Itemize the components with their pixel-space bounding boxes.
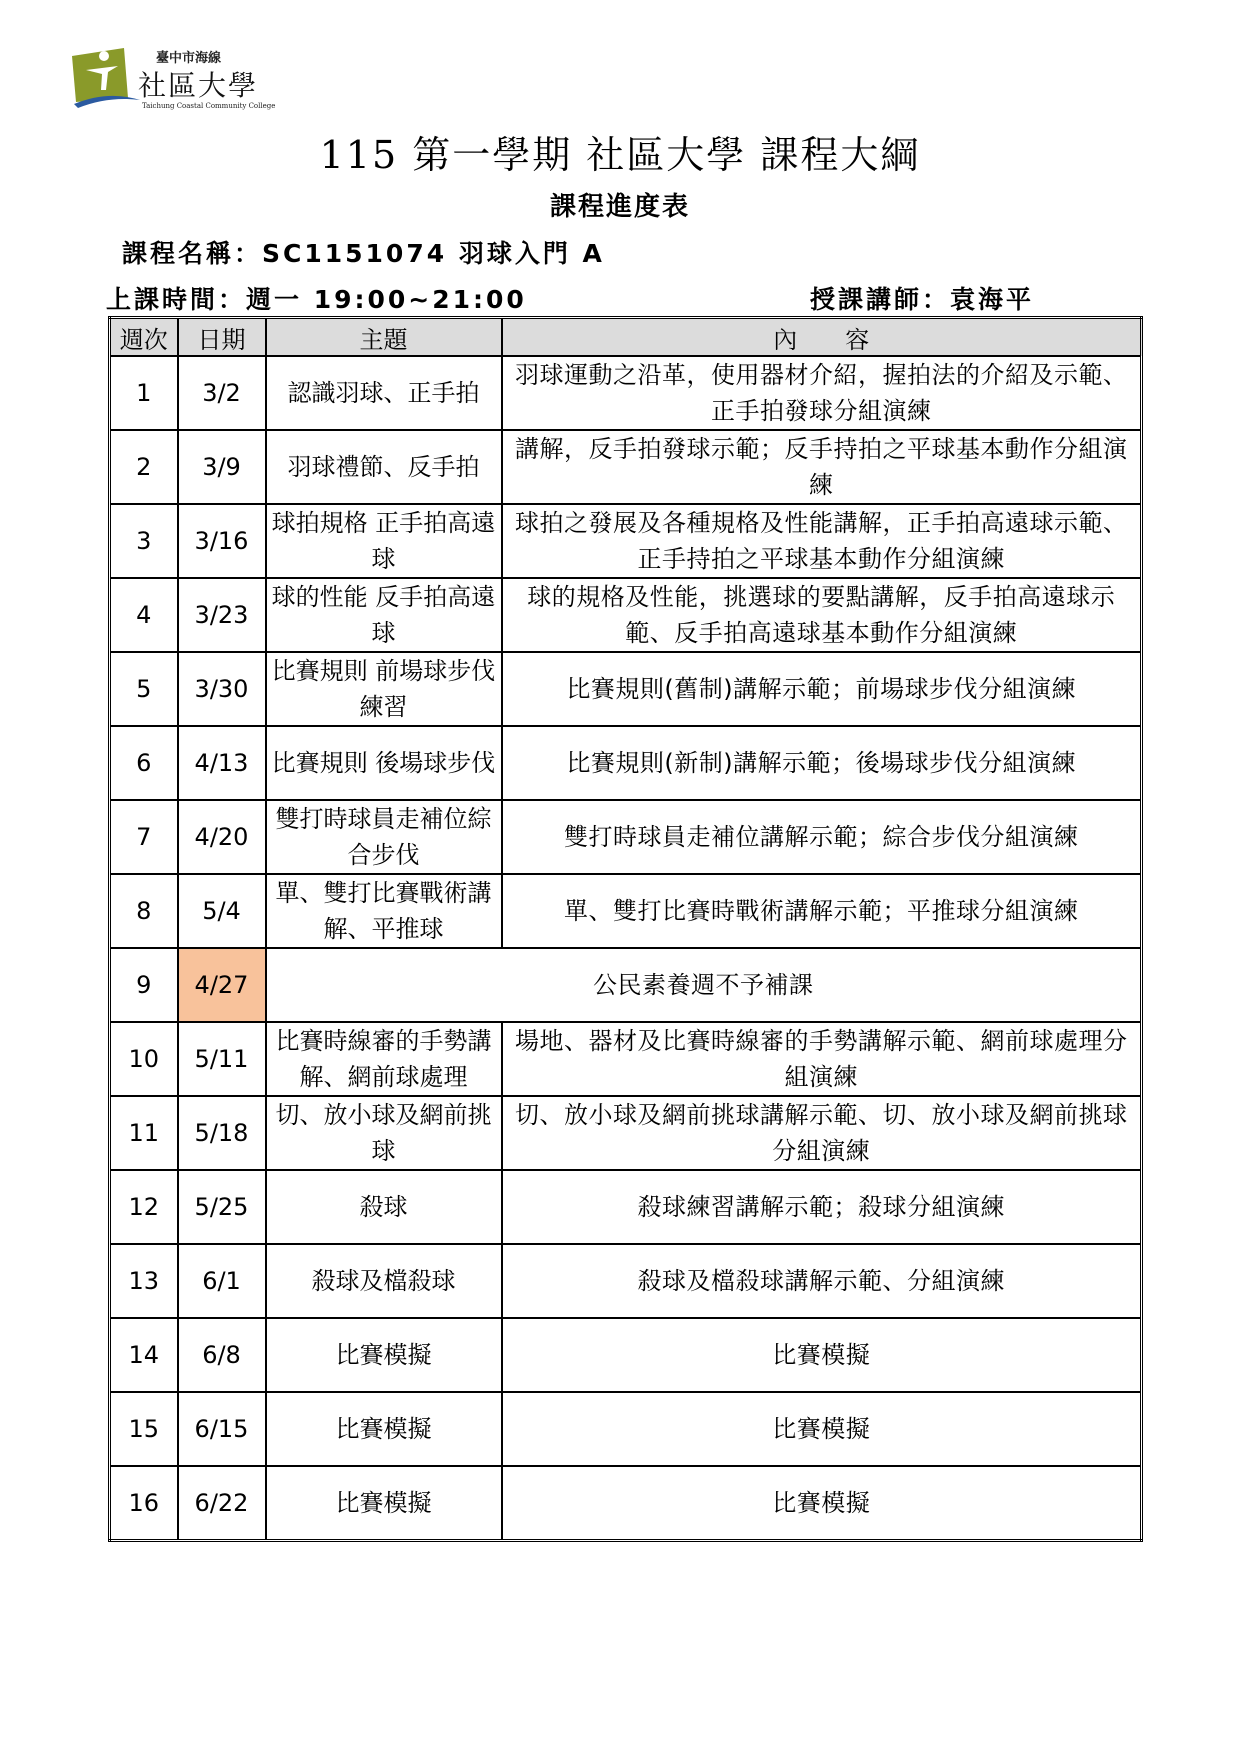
topic-cell: 雙打時球員走補位綜合步伐 bbox=[266, 800, 502, 874]
date-cell: 4/13 bbox=[178, 726, 266, 800]
table-row bbox=[110, 356, 1142, 430]
date-cell: 5/4 bbox=[178, 874, 266, 948]
content-cell: 切、放小球及網前挑球講解示範、切、放小球及網前挑球分組演練 bbox=[502, 1096, 1142, 1170]
date-cell: 4/20 bbox=[178, 800, 266, 874]
schedule-table bbox=[108, 316, 1143, 1542]
week-number-cell: 13 bbox=[110, 1244, 178, 1318]
table-row bbox=[110, 1244, 1142, 1318]
week-number-cell: 7 bbox=[110, 800, 178, 874]
date-cell: 5/25 bbox=[178, 1170, 266, 1244]
week-number-cell: 11 bbox=[110, 1096, 178, 1170]
header-content: 內 容 bbox=[502, 318, 1142, 357]
content-cell: 單、雙打比賽時戰術講解示範；平推球分組演練 bbox=[502, 874, 1142, 948]
content-cell: 比賽模擬 bbox=[502, 1318, 1142, 1392]
content-cell: 羽球運動之沿革，使用器材介紹，握拍法的介紹及示範、正手拍發球分組演練 bbox=[502, 356, 1142, 430]
week-number-cell: 9 bbox=[110, 948, 178, 1022]
week-number-cell: 2 bbox=[110, 430, 178, 504]
topic-cell: 比賽規則 前場球步伐練習 bbox=[266, 652, 502, 726]
content-cell: 比賽規則(新制)講解示範；後場球步伐分組演練 bbox=[502, 726, 1142, 800]
topic-cell: 比賽模擬 bbox=[266, 1318, 502, 1392]
topic-cell: 認識羽球、正手拍 bbox=[266, 356, 502, 430]
topic-cell: 殺球 bbox=[266, 1170, 502, 1244]
date-cell: 6/8 bbox=[178, 1318, 266, 1392]
week-number-cell: 12 bbox=[110, 1170, 178, 1244]
table-row bbox=[110, 1170, 1142, 1244]
table-header-row bbox=[110, 318, 1142, 357]
week-number-cell: 6 bbox=[110, 726, 178, 800]
date-cell: 3/9 bbox=[178, 430, 266, 504]
table-row bbox=[110, 652, 1142, 726]
week-number-cell: 8 bbox=[110, 874, 178, 948]
topic-cell: 球的性能 反手拍高遠球 bbox=[266, 578, 502, 652]
header-topic: 主題 bbox=[266, 318, 502, 357]
date-cell: 5/11 bbox=[178, 1022, 266, 1096]
date-cell: 6/22 bbox=[178, 1466, 266, 1541]
content-cell: 比賽模擬 bbox=[502, 1466, 1142, 1541]
date-cell: 5/18 bbox=[178, 1096, 266, 1170]
content-cell: 比賽規則(舊制)講解示範；前場球步伐分組演練 bbox=[502, 652, 1142, 726]
table-row bbox=[110, 1318, 1142, 1392]
logo-english-text: Taichung Coastal Community College bbox=[142, 102, 276, 110]
content-cell: 比賽模擬 bbox=[502, 1392, 1142, 1466]
logo-top-text: 臺中市海線 bbox=[156, 51, 222, 66]
header-date: 日期 bbox=[178, 318, 266, 357]
content-cell: 殺球及檔殺球講解示範、分組演練 bbox=[502, 1244, 1142, 1318]
table-row bbox=[110, 874, 1142, 948]
table-row bbox=[110, 800, 1142, 874]
topic-cell: 比賽模擬 bbox=[266, 1392, 502, 1466]
table-row bbox=[110, 578, 1142, 652]
college-logo bbox=[68, 46, 278, 110]
topic-cell: 比賽模擬 bbox=[266, 1466, 502, 1541]
topic-cell: 切、放小球及網前挑球 bbox=[266, 1096, 502, 1170]
week-number-cell: 15 bbox=[110, 1392, 178, 1466]
schedule-body bbox=[110, 356, 1142, 1541]
header-week: 週次 bbox=[110, 318, 178, 357]
class-time: 上課時間：週一 19:00~21:00 bbox=[106, 285, 527, 314]
table-row bbox=[110, 948, 1142, 1022]
merged-note-cell: 公民素養週不予補課 bbox=[266, 948, 1142, 1022]
table-row bbox=[110, 504, 1142, 578]
week-number-cell: 1 bbox=[110, 356, 178, 430]
date-cell: 6/1 bbox=[178, 1244, 266, 1318]
topic-cell: 羽球禮節、反手拍 bbox=[266, 430, 502, 504]
logo-mark-icon bbox=[68, 46, 140, 110]
topic-cell: 球拍規格 正手拍高遠球 bbox=[266, 504, 502, 578]
topic-cell: 單、雙打比賽戰術講解、平推球 bbox=[266, 874, 502, 948]
topic-cell: 比賽時線審的手勢講解、網前球處理 bbox=[266, 1022, 502, 1096]
table-row bbox=[110, 1392, 1142, 1466]
content-cell: 場地、器材及比賽時線審的手勢講解示範、網前球處理分組演練 bbox=[502, 1022, 1142, 1096]
date-cell: 3/30 bbox=[178, 652, 266, 726]
content-cell: 殺球練習講解示範；殺球分組演練 bbox=[502, 1170, 1142, 1244]
teacher-name: 授課講師：袁海平 bbox=[810, 285, 1035, 314]
content-cell: 雙打時球員走補位講解示範；綜合步伐分組演練 bbox=[502, 800, 1142, 874]
topic-cell: 比賽規則 後場球步伐 bbox=[266, 726, 502, 800]
table-row bbox=[110, 1096, 1142, 1170]
logo-main-text: 社區大學 bbox=[138, 69, 259, 102]
date-cell: 3/16 bbox=[178, 504, 266, 578]
date-cell: 4/27 bbox=[178, 948, 266, 1022]
content-cell: 講解，反手拍發球示範；反手持拍之平球基本動作分組演練 bbox=[502, 430, 1142, 504]
date-cell: 3/23 bbox=[178, 578, 266, 652]
date-cell: 6/15 bbox=[178, 1392, 266, 1466]
table-row bbox=[110, 1466, 1142, 1541]
week-number-cell: 16 bbox=[110, 1466, 178, 1541]
table-row bbox=[110, 1022, 1142, 1096]
week-number-cell: 4 bbox=[110, 578, 178, 652]
week-number-cell: 10 bbox=[110, 1022, 178, 1096]
week-number-cell: 3 bbox=[110, 504, 178, 578]
table-row bbox=[110, 726, 1142, 800]
content-cell: 球的規格及性能，挑選球的要點講解，反手拍高遠球示範、反手拍高遠球基本動作分組演練 bbox=[502, 578, 1142, 652]
document-subtitle: 課程進度表 bbox=[549, 192, 690, 222]
date-cell: 3/2 bbox=[178, 356, 266, 430]
document-title: 115 第一學期 社區大學 課程大綱 bbox=[319, 133, 921, 177]
table-row bbox=[110, 430, 1142, 504]
week-number-cell: 14 bbox=[110, 1318, 178, 1392]
week-number-cell: 5 bbox=[110, 652, 178, 726]
content-cell: 球拍之發展及各種規格及性能講解，正手拍高遠球示範、正手持拍之平球基本動作分組演練 bbox=[502, 504, 1142, 578]
course-name: 課程名稱：SC1151074 羽球入門 A bbox=[122, 239, 605, 268]
topic-cell: 殺球及檔殺球 bbox=[266, 1244, 502, 1318]
